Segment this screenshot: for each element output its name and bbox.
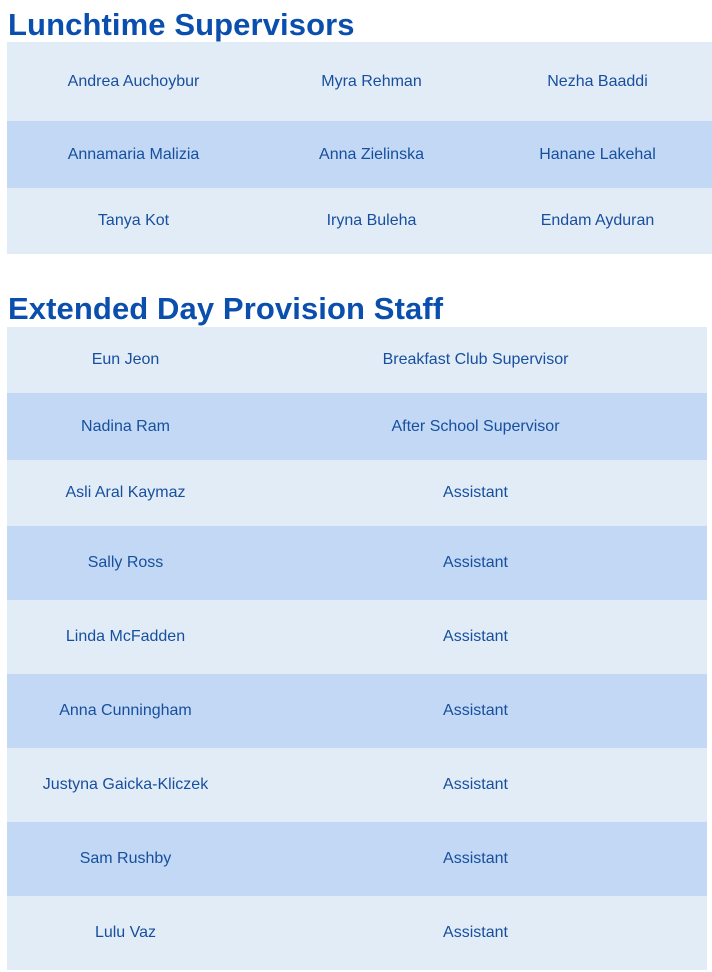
- staff-name: Sally Ross: [87, 554, 164, 571]
- table-row: [7, 188, 712, 254]
- supervisor-name: Tanya Kot: [97, 212, 170, 229]
- supervisor-name: Annamaria Malizia: [67, 145, 200, 163]
- staff-role: Assistant: [443, 484, 508, 501]
- staff-role: Breakfast Club Supervisor: [382, 351, 569, 368]
- table-row: [7, 748, 707, 822]
- table-row: [7, 600, 707, 674]
- lunchtime-supervisors-heading: Lunchtime Supervisors: [8, 7, 355, 42]
- staff-role: Assistant: [443, 628, 508, 645]
- supervisor-name: Nezha Baaddi: [547, 72, 648, 90]
- staff-name: Eun Jeon: [91, 351, 160, 368]
- supervisor-name: Myra Rehman: [321, 72, 422, 90]
- extended-day-staff-heading: Extended Day Provision Staff: [8, 291, 444, 326]
- supervisor-name: Iryna Buleha: [326, 212, 417, 229]
- staff-name: Asli Aral Kaymaz: [65, 484, 186, 501]
- table-row: [7, 526, 707, 600]
- staff-role: After School Supervisor: [391, 417, 560, 435]
- lunchtime-supervisors-table: [7, 42, 712, 254]
- staff-role: Assistant: [443, 554, 508, 571]
- table-row: [7, 822, 707, 896]
- staff-role: Assistant: [443, 850, 508, 867]
- supervisor-name: Andrea Auchoybur: [67, 72, 200, 90]
- table-row: [7, 393, 707, 460]
- extended-day-staff-table: [7, 327, 707, 970]
- staff-name: Linda McFadden: [65, 628, 186, 645]
- table-row: [7, 42, 712, 121]
- staff-role: Assistant: [443, 924, 508, 941]
- staff-name: Lulu Vaz: [94, 924, 157, 941]
- staff-name: Justyna Gaicka-Kliczek: [42, 776, 209, 793]
- supervisor-name: Endam Ayduran: [540, 212, 655, 229]
- supervisor-name: Anna Zielinska: [319, 145, 424, 163]
- staff-name: Nadina Ram: [81, 417, 170, 435]
- table-row: [7, 896, 707, 970]
- staff-role: Assistant: [443, 776, 508, 793]
- table-row: [7, 327, 707, 393]
- staff-role: Assistant: [443, 702, 508, 719]
- table-row: [7, 674, 707, 748]
- staff-name: Sam Rushby: [79, 850, 172, 867]
- table-row: [7, 121, 712, 188]
- table-row: [7, 460, 707, 526]
- supervisor-name: Hanane Lakehal: [539, 145, 656, 163]
- staff-name: Anna Cunningham: [59, 702, 192, 719]
